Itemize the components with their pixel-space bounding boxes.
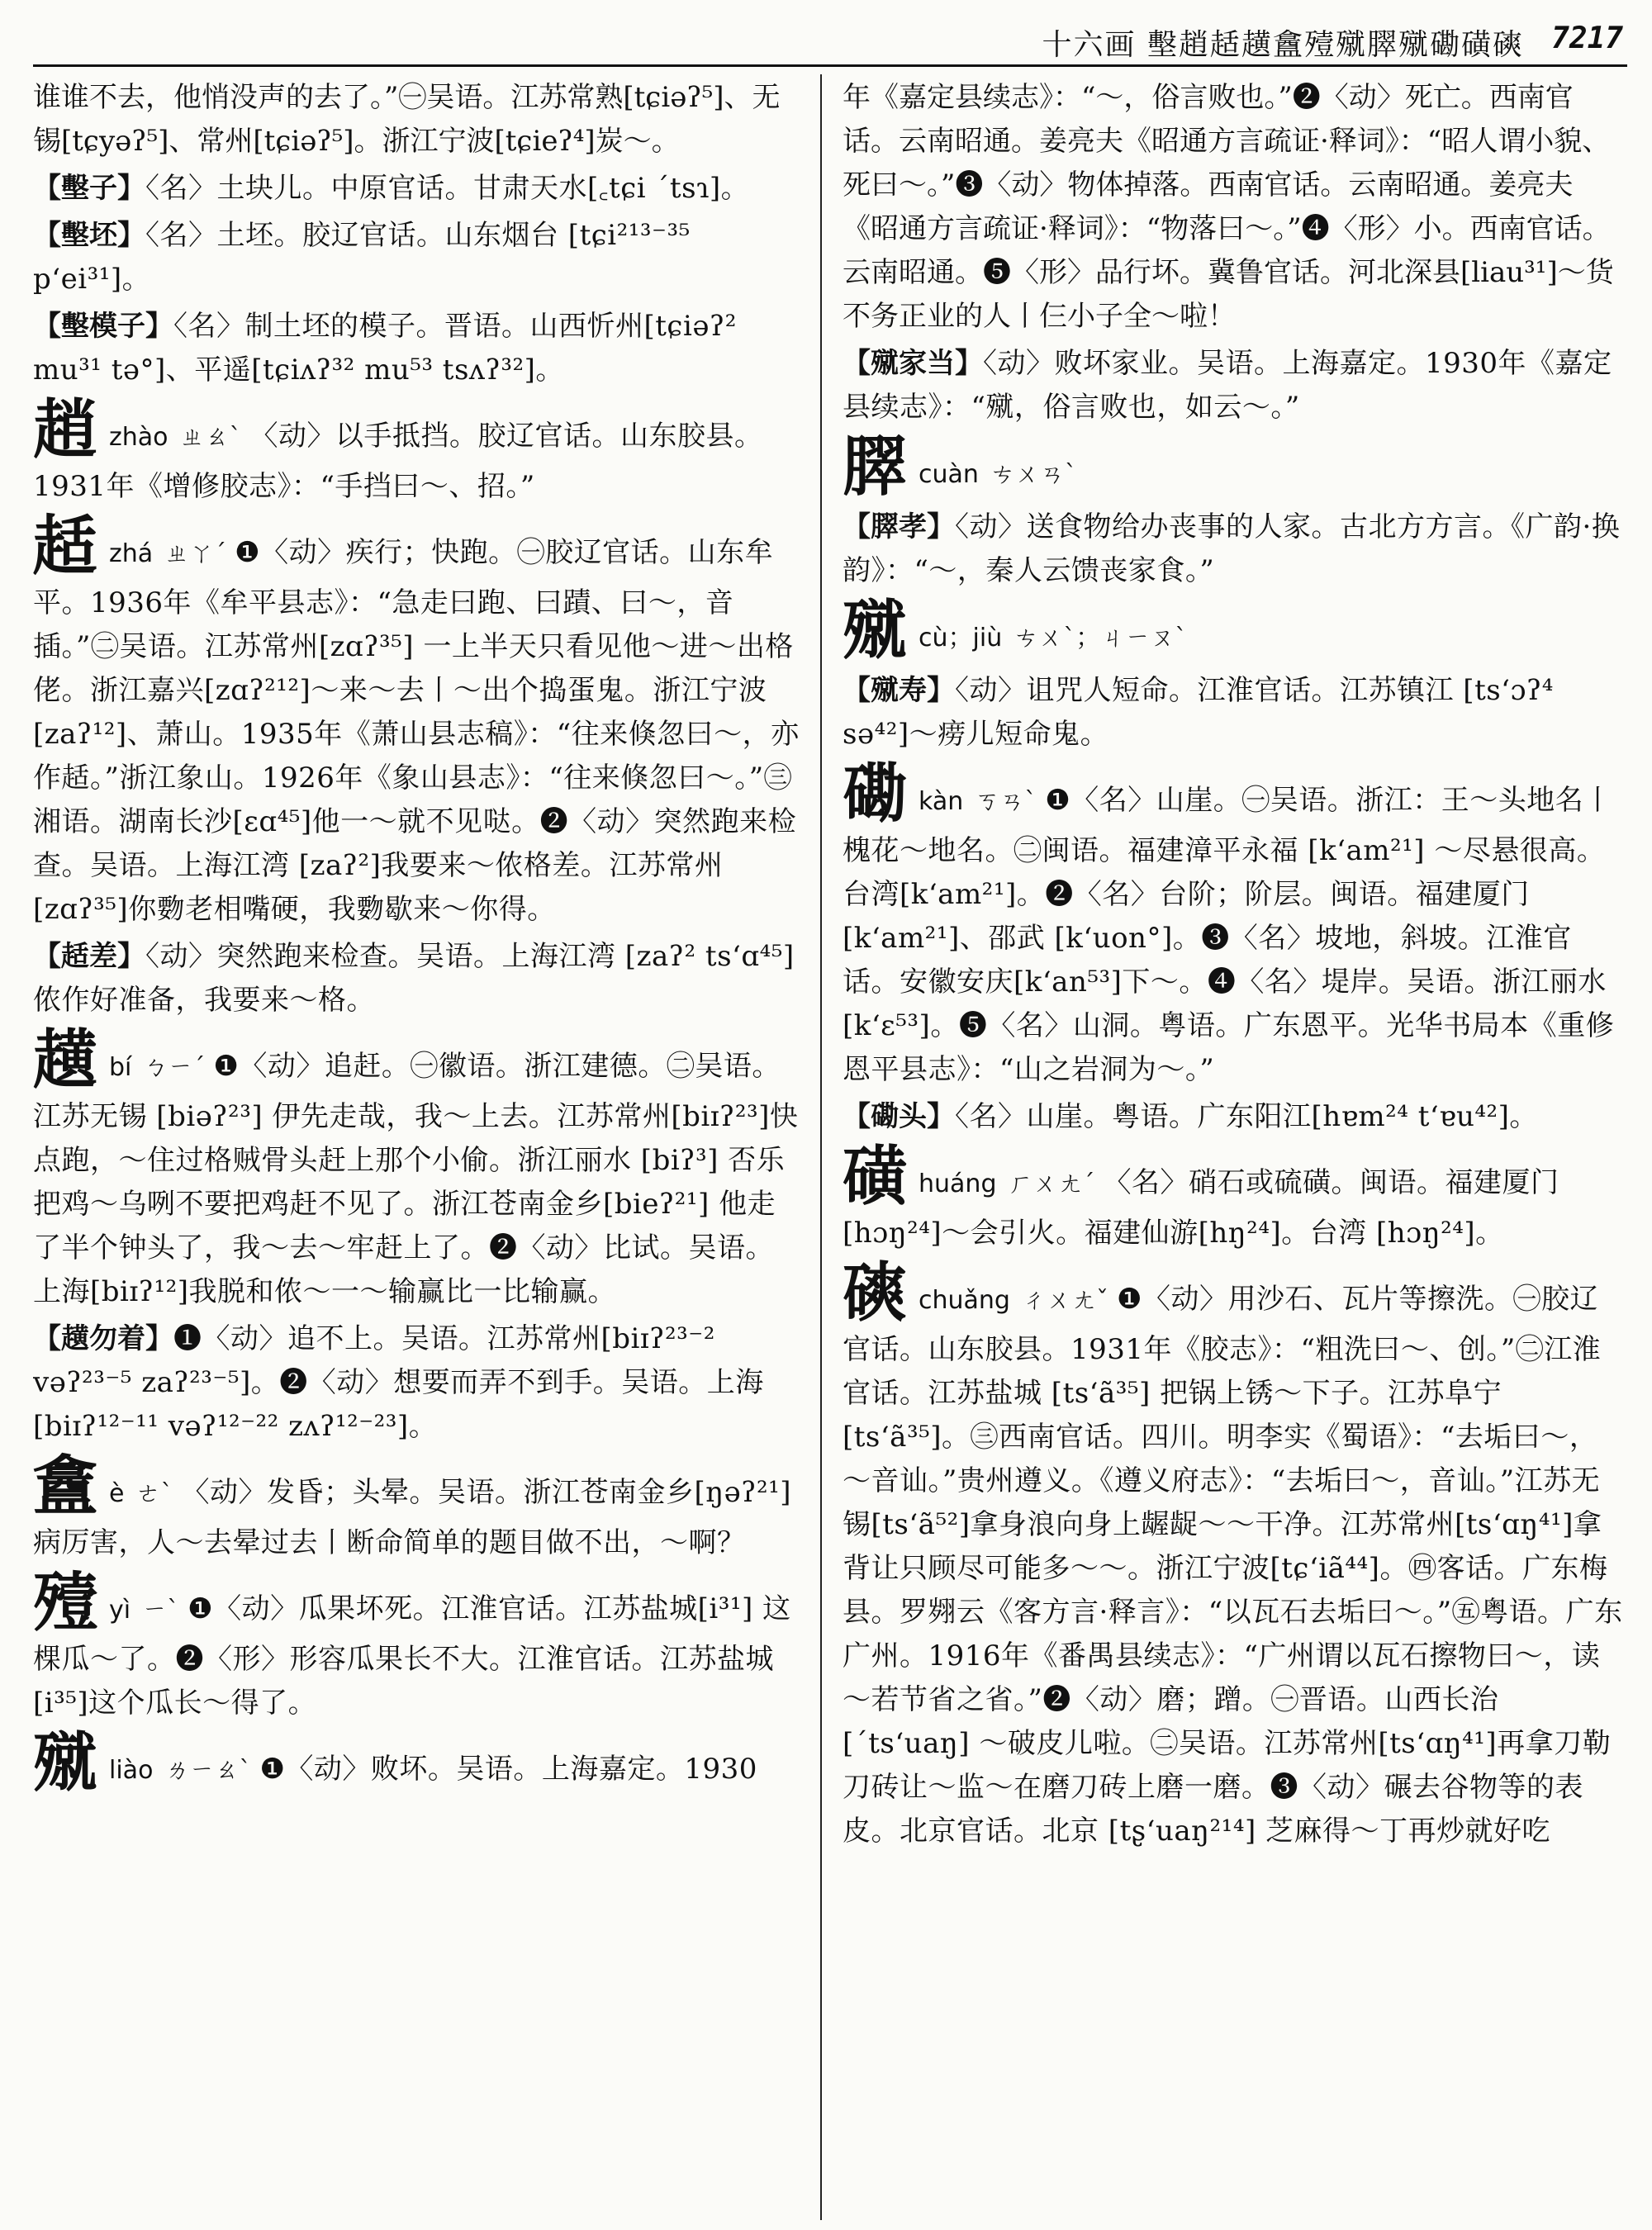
headword-character: 殧 bbox=[33, 1725, 98, 1801]
dictionary-entry bbox=[843, 429, 1623, 505]
subentry-definition: 〈动〉送食物给办丧事的人家。古北方方言。《广韵·换韵》：“～，秦人云馈丧家食。” bbox=[843, 510, 1621, 587]
entry-definition: 〈名〉硝石或硫磺。闽语。福建厦门[hɔŋ²⁴]～会引火。福建仙游[hŋ²⁴]。台湾 [hɔŋ²⁴]。 bbox=[843, 1166, 1559, 1250]
subentry-term: 【殧寿】 bbox=[843, 674, 955, 707]
headword-zhuyin: ㄅㄧˊ bbox=[143, 1053, 206, 1082]
dictionary-entry bbox=[33, 1022, 801, 1314]
dictionary-entry bbox=[33, 392, 801, 509]
dictionary-entry bbox=[33, 509, 801, 932]
dictionary-entry bbox=[843, 757, 1623, 1092]
continued-text-body: 谁谁不去，他悄没声的去了。”㊀吴语。江苏常熟[tɕiəʔ⁵]、无锡[tɕyəʔ⁵]、常州[tɕiəʔ⁵]。浙江宁波[tɕieʔ⁴]炭～。 bbox=[33, 81, 781, 158]
compound-subentry bbox=[843, 669, 1623, 757]
left-column bbox=[33, 76, 801, 2220]
entry-definition: ❶〈动〉疾行；快跑。㊀胶辽官话。山东牟平。1936年《牟平县志》：“急走曰跑、曰蹟、曰～，音插。”㊁吴语。江苏常州[zɑʔ³⁵] 一上半天只看见他～进～出格佬。浙江嘉兴[zɑʔ²¹²]～来～去丨～出个捣蛋鬼。浙江宁波 [zaʔ¹²]、萧山。1935年《萧山县志稿》：“往来倏忽曰～，亦作趏。”浙江象山。1926年《象山县志》：“往来倏忽曰～。”㊂湘语。湖南长沙[ɛɑ⁴⁵]他一～就不见哒。❷〈动〉突然跑来检查。吴语。上海江湾 [zaʔ²]我要来～侬格差。江苏常州 [zɑʔ³⁵]你覅老相嘴硬，我覅歇来～你得。 bbox=[33, 536, 800, 926]
dictionary-entry bbox=[33, 1565, 801, 1725]
dictionary-entry bbox=[33, 1725, 801, 1801]
entry-definition: ❶〈动〉用沙石、瓦片等擦洗。㊀胶辽官话。山东胶县。1931年《胶志》：“粗洗曰～、创。”㊁江淮官话。江苏盐城 [tsʻã³⁵] 把锅上锈～下子。江苏阜宁[tsʻã³⁵]。㊂西南官话。四川。明李实《蜀语》：“去垢曰～，～音讪。”贵州遵义。《遵义府志》：“去垢曰～，音讪。”江苏无锡[tsʻã⁵²]拿身浪向身上龌龊～～干净。江苏常州[tsʻɑŋ⁴¹]拿背让只顾尽可能多～～。浙江宁波[tɕʻiã⁴⁴]。㊃客话。广东梅县。罗翙云《客方言·释言》：“以瓦石去垢曰～。”㊄粤语。广东广州。1916年《番禺县续志》：“广州谓以瓦石擦物曰～，读～若节省之省。”❷〈动〉磨；蹭。㊀晋语。山西长治[ˊtsʻuaŋ] ～破皮儿啦。㊁吴语。江苏常州[tsʻɑŋ⁴¹]再拿刀勒刀砖让～监～在磨刀砖上磨一磨。❸〈动〉碾去谷物等的表皮。北京官话。北京 [tʂʻuaŋ²¹⁴] 芝麻得～丁再炒就好吃 bbox=[843, 1283, 1623, 1848]
right-column bbox=[843, 76, 1623, 2220]
headword-zhuyin: ㄘㄨˋ；ㄐㄧㄡˋ bbox=[1014, 624, 1188, 652]
subentry-term: 【磡头】 bbox=[843, 1100, 955, 1133]
entry-definition: ❶〈名〉山崖。㊀吴语。浙江：王～头地名丨槐花～地名。㊁闽语。福建漳平永福 [kʻam²¹] ～尽悬很高。台湾[kʻam²¹]。❷〈名〉台阶；阶层。闽语。福建厦门[kʻam²¹]、邵武 [kʻuon°]。❸〈名〉坡地，斜坡。江淮官话。安徽安庆[kʻan⁵³]下～。❹〈名〉堤岸。吴语。浙江丽水 [kʻɛ⁵³]。❺〈名〉山洞。粤语。广东恩平。光华书局本《重修恩平县志》：“山之岩洞为～。” bbox=[843, 784, 1615, 1086]
headword-zhuyin: ㄓㄠˋ bbox=[179, 423, 242, 452]
headword-zhuyin: ㄔㄨㄤˇ bbox=[1021, 1286, 1108, 1315]
subentry-definition: ❶〈动〉追不上。吴语。江苏常州[biɪʔ²³⁻² vəʔ²³⁻⁵ zaʔ²³⁻⁵]。❷〈动〉想要而弄不到手。吴语。上海[biɪʔ¹²⁻¹¹ vəʔ¹²⁻²² zʌʔ¹²⁻²³]。 bbox=[33, 1322, 764, 1443]
dictionary-entry bbox=[33, 1449, 801, 1565]
compound-subentry bbox=[843, 505, 1623, 593]
compound-subentry bbox=[843, 1095, 1623, 1139]
subentry-term: 【墼子】 bbox=[33, 172, 145, 205]
headword-character: 趏 bbox=[33, 509, 98, 584]
dictionary-entry bbox=[843, 1255, 1623, 1853]
entry-definition: 〈动〉以手抵挡。胶辽官话。山东胶县。1931年《增修胶志》：“手挡曰～、招。” bbox=[33, 420, 763, 503]
subentry-definition: 〈动〉突然跑来检查。吴语。上海江湾 [zaʔ² tsʻɑ⁴⁵]侬作好准备，我要来～格。 bbox=[33, 940, 795, 1017]
subentry-term: 【墼坯】 bbox=[33, 219, 145, 252]
entry-definition: ❶〈动〉追赶。㊀徽语。浙江建德。㊁吴语。江苏无锡 [biəʔ²³] 伊先走哉，我～上去。江苏常州[biɪʔ²³]快点跑，～住过格贼骨头赶上那个小偷。浙江丽水 [biʔ³] 否乐把鸡～乌咧不要把鸡赶不见了。浙江苍南金乡[bieʔ²¹] 他走了半个钟头了，我～去～牢赶上了。❷〈动〉比试。吴语。上海[biɪʔ¹²]我脱和侬～一～输赢比一比输赢。 bbox=[33, 1050, 799, 1308]
headword-character: 殪 bbox=[33, 1565, 98, 1640]
dictionary-entry bbox=[843, 1139, 1623, 1255]
compound-subentry bbox=[843, 342, 1623, 429]
compound-subentry bbox=[33, 935, 801, 1022]
headword-pinyin: zhá bbox=[109, 539, 154, 568]
headword-zhuyin: ㄘㄨㄢˋ bbox=[990, 460, 1077, 489]
compound-subentry bbox=[33, 305, 801, 392]
headword-pinyin: yì bbox=[109, 1596, 131, 1625]
headword-character: 臎 bbox=[843, 429, 908, 505]
headword-character: 磺 bbox=[843, 1139, 908, 1214]
headword-pinyin: liào bbox=[109, 1756, 154, 1785]
headword-pinyin: kàn bbox=[919, 787, 964, 816]
entry-definition: 〈动〉发昏；头晕。吴语。浙江苍南金乡[ŋəʔ²¹]病厉害，人～去晕过去丨断命简单的题目做不出，～啊？ bbox=[33, 1476, 792, 1559]
headword-zhuyin: ㄧˋ bbox=[142, 1596, 180, 1625]
entry-definition: ❶〈动〉瓜果坏死。江淮官话。江苏盐城[i³¹] 这棵瓜～了。❷〈形〉形容瓜果长不大。江淮官话。江苏盐城[i³⁵]这个瓜长～得了。 bbox=[33, 1592, 791, 1720]
headword-character: 磡 bbox=[843, 757, 908, 832]
headword-zhuyin: ㄜˋ bbox=[135, 1479, 173, 1508]
headword-character: 殧 bbox=[843, 593, 908, 668]
subentry-term: 【墼模子】 bbox=[33, 310, 173, 343]
dictionary-entry bbox=[843, 593, 1623, 668]
headword-zhuyin: ㄏㄨㄤˊ bbox=[1008, 1170, 1095, 1198]
headword-pinyin: chuǎng bbox=[919, 1286, 1010, 1315]
continued-text bbox=[33, 76, 801, 164]
header-rule bbox=[33, 64, 1627, 67]
subentry-definition: 〈名〉土坯。胶辽官话。山东烟台 [tɕi²¹³⁻³⁵ pʻei³¹]。 bbox=[33, 219, 691, 296]
headword-pinyin: huáng bbox=[919, 1170, 997, 1198]
headword-pinyin: è bbox=[109, 1479, 125, 1508]
subentry-term: 【臎孝】 bbox=[843, 510, 955, 543]
compound-subentry bbox=[33, 214, 801, 301]
headword-pinyin: cuàn bbox=[919, 460, 979, 489]
continued-text bbox=[843, 76, 1623, 339]
headword-pinyin: bí bbox=[109, 1053, 132, 1082]
headword-character: 趪 bbox=[33, 1022, 98, 1098]
headword-pinyin: zhào bbox=[109, 423, 169, 452]
subentry-definition: 〈动〉败坏家业。吴语。上海嘉定。1930年《嘉定县续志》：“殧，俗言败也，如云～。” bbox=[843, 347, 1612, 424]
headword-pinyin: cù；jiù bbox=[919, 624, 1003, 652]
subentry-definition: 〈名〉土块儿。中原官话。甘肃天水[꜀tɕi ˊtsɿ]。 bbox=[145, 172, 750, 205]
subentry-term: 【殧家当】 bbox=[843, 347, 983, 380]
compound-subentry bbox=[33, 167, 801, 211]
running-header bbox=[0, 18, 1652, 64]
headword-zhuyin: ㄓㄚˊ bbox=[164, 539, 227, 568]
subentry-definition: 〈动〉诅咒人短命。江淮官话。江苏镇江 [tsʻɔʔ⁴ sə⁴²]～痨儿短命鬼。 bbox=[843, 674, 1554, 751]
compound-subentry bbox=[33, 1317, 801, 1449]
continued-text-body: 年《嘉定县续志》：“～，俗言败也。”❷〈动〉死亡。西南官话。云南昭通。姜亮夫《昭通方言疏证·释词》：“昭人谓小貌、死曰～。”❸〈动〉物体掉落。西南官话。云南昭通。姜亮夫《昭通方言疏证·释词》：“物落曰～。”❹〈形〉小。西南官话。云南昭通。❺〈形〉品行坏。冀鲁官话。河北深县[liau³¹]～货不务正业的人丨仨小子全～啦！ bbox=[843, 81, 1614, 333]
headword-character: 磢 bbox=[843, 1255, 908, 1331]
entry-definition: ❶〈动〉败坏。吴语。上海嘉定。1930 bbox=[259, 1753, 757, 1786]
headword-character: 趙 bbox=[33, 392, 98, 467]
subentry-definition: 〈名〉山崖。粤语。广东阳江[hɐm²⁴ tʻɐu⁴²]。 bbox=[955, 1100, 1538, 1133]
headword-zhuyin: ㄎㄢˋ bbox=[975, 787, 1037, 816]
subentry-term: 【趪勿着】 bbox=[33, 1322, 173, 1355]
subentry-term: 【趏差】 bbox=[33, 940, 145, 973]
headword-character: 盫 bbox=[33, 1449, 98, 1524]
header-text: 十六画 墼趙趏趪盫殪殧臎殧磡磺磢 bbox=[1042, 28, 1524, 62]
page-number: 7217 bbox=[1551, 21, 1623, 55]
column-divider bbox=[820, 74, 822, 2220]
subentry-definition: 〈名〉制土坯的模子。晋语。山西忻州[tɕiəʔ² mu³¹ tə°]、平遥[tɕiʌʔ³² mu⁵³ tsʌʔ³²]。 bbox=[33, 310, 737, 387]
headword-zhuyin: ㄌㄧㄠˋ bbox=[164, 1756, 252, 1785]
